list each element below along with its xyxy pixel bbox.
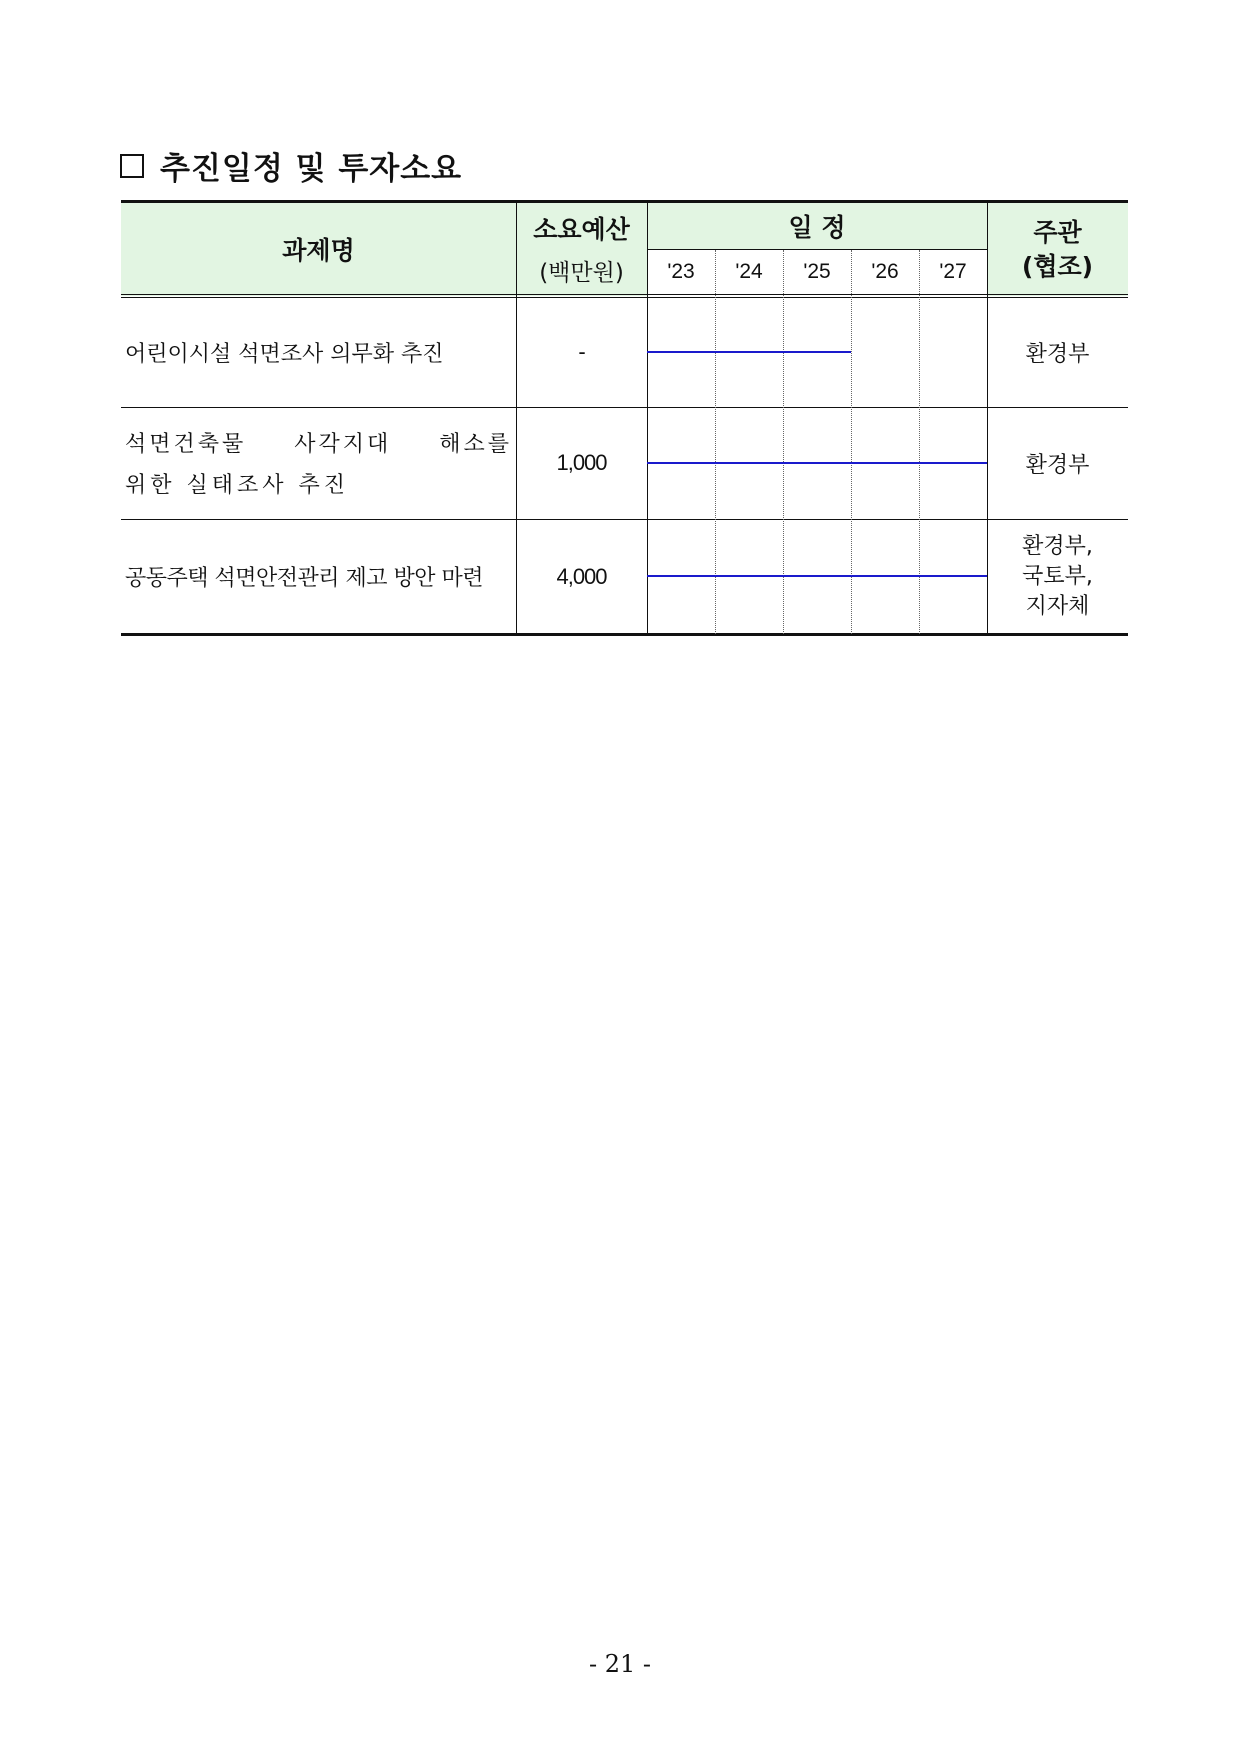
col-divider-budget — [647, 200, 648, 636]
row-2-task — [121, 407, 516, 519]
header-lead: 주관 — [1033, 218, 1082, 247]
row-3-task-line-1: 공동주택 석면안전관리 제고 방안 마련 — [125, 566, 484, 591]
row-2-task-line-1: 석면건축물 사각지대 해소를 — [125, 432, 512, 457]
row-1-task — [121, 297, 516, 407]
header-year-divider — [647, 249, 987, 250]
header-bottom-border-2 — [121, 297, 1128, 298]
checkbox-square-icon — [120, 154, 144, 178]
page-number: - 21 - — [588, 1650, 651, 1678]
year-header-1: '24 — [735, 260, 763, 283]
header-budget: 소요예산 — [533, 215, 630, 244]
header-bottom-border-1 — [121, 294, 1128, 295]
row-1-agency: 환경부 — [1025, 341, 1090, 367]
col-divider-task — [516, 200, 517, 636]
row-2-agency: 환경부 — [1025, 452, 1090, 478]
schedule-budget-table — [121, 200, 1128, 636]
header-task: 과제명 — [282, 236, 355, 265]
row-divider-1 — [121, 407, 1128, 408]
row-3-budget: 4,000 — [556, 563, 607, 589]
row-divider-2 — [121, 519, 1128, 520]
section-title — [120, 143, 462, 188]
row-2-task-line-2: 위한 실태조사 추진 — [125, 473, 350, 498]
section-title-text: 추진일정 및 투자소요 — [160, 151, 463, 187]
table-bottom-border — [121, 633, 1128, 636]
year-header-3: '26 — [871, 260, 899, 283]
year-header-2: '25 — [803, 260, 831, 283]
row-3-task — [121, 519, 516, 634]
row-3-agency-line-1: 환경부, — [1022, 533, 1093, 559]
header-cooperation: (협조) — [1021, 252, 1094, 281]
col-divider-schedule — [987, 200, 988, 636]
row-3-agency — [987, 519, 1128, 634]
header-schedule: 일 정 — [788, 213, 846, 242]
schedule-bar-row-2 — [647, 462, 987, 464]
year-header-0: '23 — [667, 260, 695, 283]
row-1-task-line-1: 어린이시설 석면조사 의무화 추진 — [125, 341, 444, 367]
row-1-budget: - — [578, 339, 585, 364]
header-budget-unit: (백만원) — [539, 259, 624, 286]
row-2-budget: 1,000 — [556, 450, 607, 475]
year-header-4: '27 — [939, 260, 967, 283]
row-3-agency-line-2: 국토부, — [1022, 563, 1093, 589]
schedule-bar-row-1 — [647, 351, 851, 353]
schedule-bar-row-3 — [647, 575, 987, 577]
table-top-border — [121, 200, 1128, 203]
row-3-agency-line-3: 지자체 — [1025, 593, 1090, 619]
